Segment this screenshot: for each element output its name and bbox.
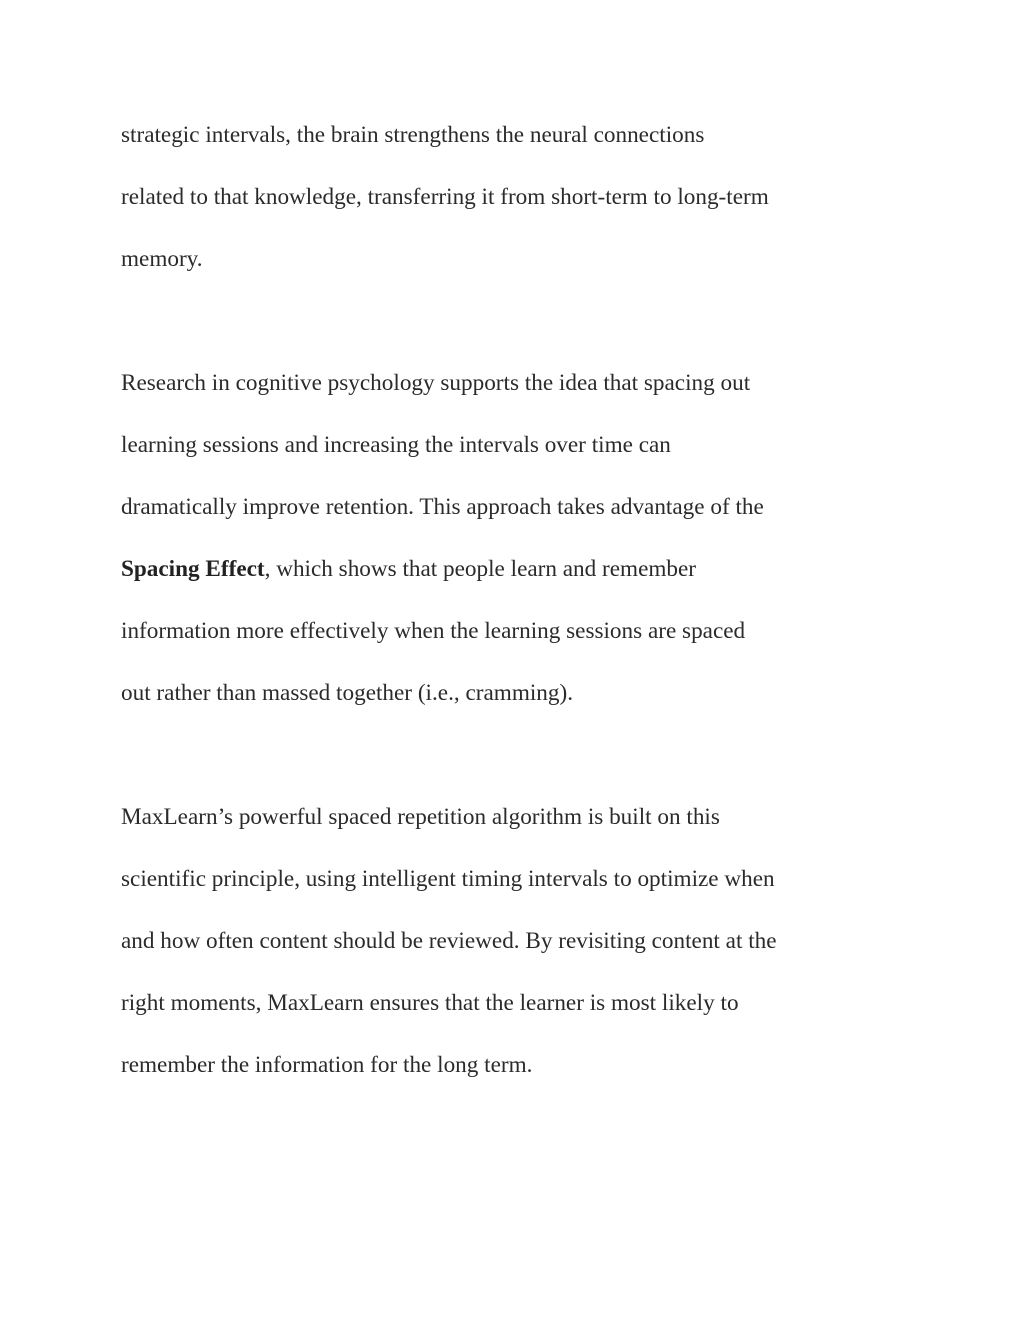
text-line: strategic intervals, the brain strengthens the neural connections <box>121 122 705 148</box>
paragraph-1 <box>121 104 911 290</box>
text-line: scientific principle, using intelligent timing intervals to optimize when <box>121 866 775 892</box>
text-line: and how often content should be reviewed. By revisiting content at the <box>121 928 777 954</box>
text-line: right moments, MaxLearn ensures that the learner is most likely to <box>121 990 739 1016</box>
text-line: learning sessions and increasing the intervals over time can <box>121 432 671 458</box>
text-line: memory. <box>121 246 203 272</box>
paragraph-3 <box>121 786 911 1096</box>
text-line: related to that knowledge, transferring it from short-term to long-term <box>121 184 769 210</box>
text-line: remember the information for the long term. <box>121 1052 533 1078</box>
text-line: out rather than massed together (i.e., cramming). <box>121 680 573 706</box>
text-line: MaxLearn’s powerful spaced repetition algorithm is built on this <box>121 804 720 830</box>
body-text <box>121 104 911 1158</box>
paragraph-2 <box>121 352 911 724</box>
text-line: information more effectively when the learning sessions are spaced <box>121 618 746 644</box>
emphasis-tail: , which shows that people learn and remember <box>264 556 697 582</box>
text-line: Research in cognitive psychology supports the idea that spacing out <box>121 370 751 396</box>
emphasis-term: Spacing Effect <box>121 556 265 582</box>
text-line: dramatically improve retention. This approach takes advantage of the <box>121 494 764 520</box>
text-line-with-emphasis <box>121 538 911 600</box>
